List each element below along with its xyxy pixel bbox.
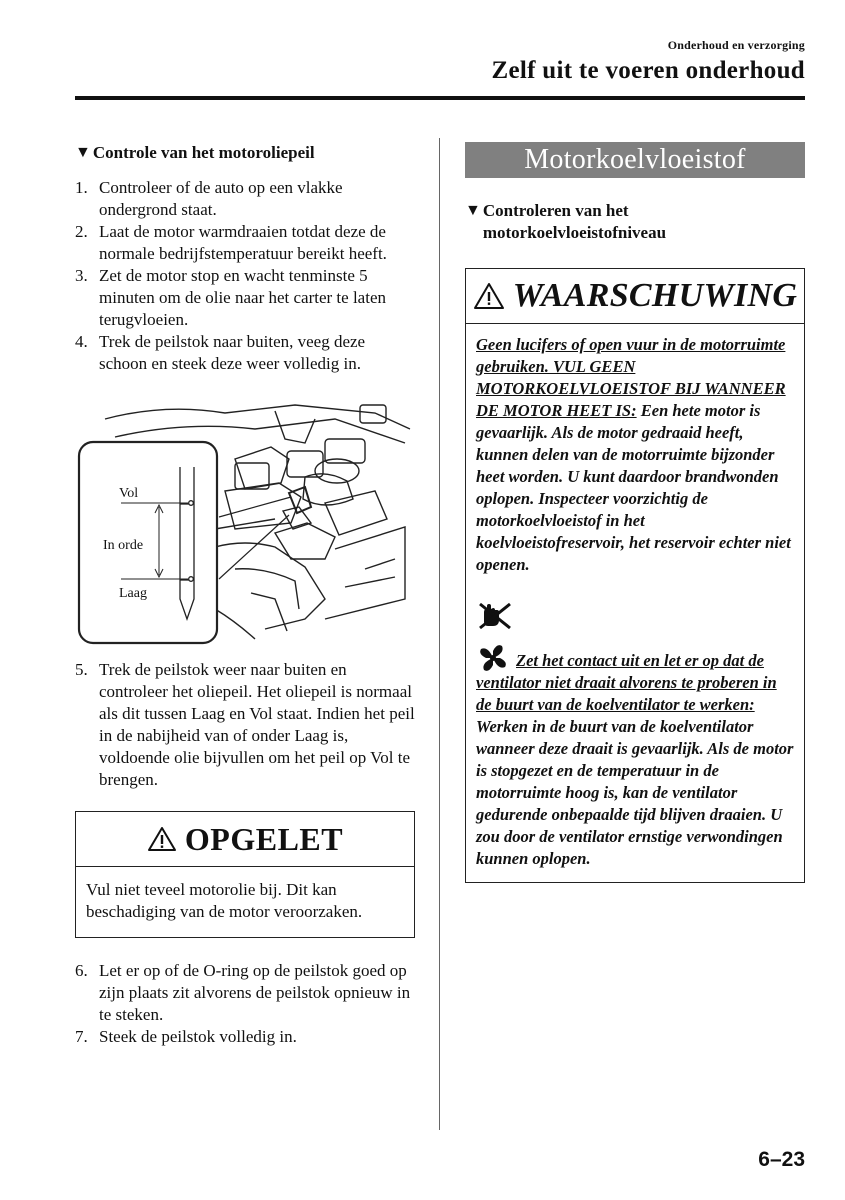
label-vol: Vol <box>119 486 139 501</box>
warning-paragraph-1 <box>476 334 794 576</box>
no-hand-icon <box>476 600 516 630</box>
caution-title: OPGELET <box>184 820 344 857</box>
oil-level-heading-text: Controle van het motoroliepeil <box>92 143 315 162</box>
steps-list-a <box>75 177 415 375</box>
section-title-bar: Motorkoelvloeistof <box>465 142 805 178</box>
header-rule <box>75 96 805 100</box>
engine-illustration <box>75 399 415 651</box>
warning-p1-text: Een hete motor is gevaarlijk. Als de motor gedraaid heeft, kunnen delen van de motorruimte bijzonder heet worden. U kunt daardoor brandwonden oplopen. Inspecteer voorzichtig de motorkoelvloeistof in het koelvloeistofreservoir, het reservoir echter niet openen. <box>476 401 791 574</box>
label-in-orde: In orde <box>103 538 144 553</box>
warning-p2-underlined: Zet het contact uit en let er op dat de ventilator niet draait alvorens te proberen in de buurt van de koelventilator te werken: <box>476 651 777 714</box>
warning-triangle-icon <box>473 282 505 310</box>
warning-body <box>466 324 804 882</box>
steps-list-b <box>75 659 415 791</box>
left-column <box>75 142 415 1048</box>
warning-p2-text: Werken in de buurt van de koelventilator wanneer deze draait is gevaarlijk. Als de motor is stopgezet en de temperatuur in de motorruimte hoog is, kan de ventilator gedurende onbepaalde tijd blijven draaien. U zou door de ventilator ernstige verwondingen kunnen oplopen. <box>476 717 794 868</box>
right-column <box>465 142 805 883</box>
warning-header <box>466 269 804 324</box>
steps-list-c <box>75 960 415 1048</box>
warning-triangle-icon <box>147 826 177 852</box>
warning-p1-underlined: Geen lucifers of open vuur in de motorruimte gebruiken. VUL GEEN MOTORKOELVLOEISTOF BIJ WANNEER DE MOTOR HEET IS: <box>476 335 786 420</box>
warning-paragraph-2 <box>476 650 794 870</box>
list-item: 4. Trek de peilstok naar buiten, veeg deze schoon en steek deze weer volledig in. <box>75 332 366 373</box>
triangle-down-icon: ▼ <box>75 144 91 161</box>
warning-title: WAARSCHUWING <box>512 277 798 314</box>
caution-box <box>75 811 415 938</box>
oil-level-heading <box>75 142 415 164</box>
coolant-heading <box>465 200 805 244</box>
label-laag: Laag <box>119 586 147 601</box>
triangle-down-icon: ▼ <box>465 202 481 219</box>
list-item: 7. Steek de peilstok volledig in. <box>75 1027 297 1046</box>
caution-text: Vul niet teveel motorolie bij. Dit kan beschadiging van de motor veroorzaken. <box>86 880 363 921</box>
warning-icons <box>476 600 794 650</box>
list-item: 5. Trek de peilstok weer naar buiten en controleer het oliepeil. Het oliepeil is normaal als dit tussen Laag en Vol staat. Indien het peil in de nabijheid van of onder Laag is, voldoende olie bijvullen om het peil op Vol te brengen. <box>75 660 415 789</box>
list-item: 2. Laat de motor warmdraaien totdat deze de normale bedrijfstemperatuur bereikt heeft. <box>75 222 387 263</box>
dipstick-illustration <box>75 399 415 651</box>
coolant-heading-text: Controleren van het motorkoelvloeistofniveau <box>482 201 667 242</box>
caution-header <box>76 812 414 867</box>
list-item: 1. Controleer of de auto op een vlakke ondergrond staat. <box>75 178 343 219</box>
warning-box <box>465 268 805 883</box>
list-item: 3. Zet de motor stop en wacht tenminste 5 minuten om de olie naar het carter te laten terugvloeien. <box>75 266 386 329</box>
column-divider <box>439 138 440 1130</box>
page-header <box>492 38 806 85</box>
list-item: 6. Let er op of de O-ring op de peilstok goed op zijn plaats zit alvorens de peilstok opnieuw in te steken. <box>75 961 411 1024</box>
header-section-label: Onderhoud en verzorging <box>667 38 805 52</box>
page-number: 6–23 <box>758 1148 805 1171</box>
header-title: Zelf uit te voeren onderhoud <box>491 57 805 84</box>
